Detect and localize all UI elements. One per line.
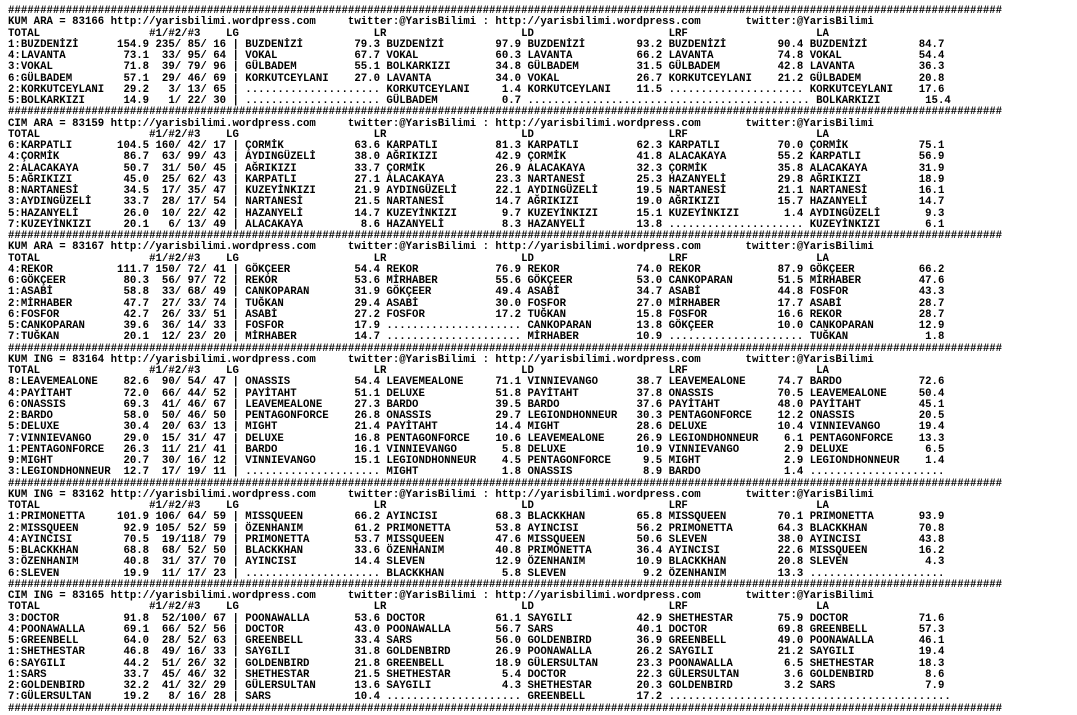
data-row: 3:DOCTOR 91.8 52/100/ 67 | POONAWALLA 53.6 DOCTOR 61.1 SAYGILI 42.9 SHETHESTAR 75.9 DOCTOR 71.6 [8, 612, 945, 625]
data-row: 3:ÖZENHANIM 40.8 31/ 37/ 70 | AYINCISI 14.4 SLEVEN 12.9 ÖZENHANIM 10.9 BLACKKHAN 20.8 SLEVEN 4.3 [8, 556, 945, 569]
separator-line: ########################################################################################################################################################### [8, 578, 1003, 591]
race-statistics-document [8, 5, 1073, 715]
race-header: CIM ARA = 83159 http://yarisbilimi.wordpress.com twitter:@YarisBilimi : http://yarisbilimi.wordpress.com twitter:@YarisBilimi [8, 117, 874, 130]
data-row: 1:PENTAGONFORCE 26.3 11/ 21/ 41 | BARDO 16.1 VINNIEVANGO 5.8 DELUXE 10.9 VINNIEVANGO 2.9 DELUXE 6.5 [8, 443, 945, 456]
separator-line: ########################################################################################################################################################### [8, 5, 1003, 17]
column-header: TOTAL #1/#2/#3 LG LR LD LRF LA [8, 27, 829, 40]
data-row: 6:GÜLBADEM 57.1 29/ 46/ 69 | KORKUTCEYLANI 27.0 LAVANTA 34.0 VOKAL 26.7 KORKUTCEYLANI 21.2 GÜLBADEM 20.8 [8, 72, 945, 85]
data-row: 2:BARDO 58.0 50/ 46/ 50 | PENTAGONFORCE 26.8 ONASSIS 29.7 LEGIONDHONNEUR 30.3 PENTAGONFORCE 12.2 ONASSIS 20.5 [8, 410, 945, 422]
data-row: 4:ÇORMİK 86.7 63/ 99/ 43 | AYDINGÜZELİ 38.0 AĞRIKIZI 42.9 ÇORMİK 41.8 ALACAKAYA 55.2 KARPATLI 56.9 [8, 151, 945, 164]
data-row: 1:BUZDENİZİ 154.9 235/ 85/ 16 | BUZDENİZİ 79.3 BUZDENİZİ 97.9 BUZDENİZİ 93.2 BUZDENİZİ 90.4 BUZDENİZİ 84.7 [8, 38, 945, 51]
column-header: TOTAL #1/#2/#3 LG LR LD LRF LA [8, 128, 829, 141]
data-row: 6:SAYGILI 44.2 51/ 26/ 32 | GOLDENBIRD 21.8 GREENBELL 18.9 GÜLERSULTAN 23.3 POONAWALLA 6.5 SHETHESTAR 18.3 [8, 657, 945, 670]
separator-line: ########################################################################################################################################################### [8, 477, 1003, 490]
data-row: 2:ALACAKAYA 50.7 31/ 50/ 45 | AĞRIKIZI 33.7 ÇORMİK 26.9 ALACAKAYA 32.3 ÇORMİK 35.8 ALACAKAYA 31.9 [8, 162, 945, 175]
data-row: 5:HAZANYELİ 26.0 10/ 22/ 42 | HAZANYELİ 14.7 KUZEYİNKIZI 9.7 KUZEYİNKIZI 15.1 KUZEYİNKIZI 1.4 AYDINGÜZELİ 9.3 [8, 207, 945, 220]
data-row: 1:SARS 33.7 45/ 46/ 32 | SHETHESTAR 21.5 SHETHESTAR 5.4 DOCTOR 22.3 GÜLERSULTAN 3.6 GOLDENBIRD 8.6 [8, 668, 945, 681]
data-row: 7:KUZEYİNKIZI 20.1 6/ 13/ 49 | ALACAKAYA 8.6 HAZANYELİ 8.3 HAZANYELİ 13.8 ..................... KUZEYİNKIZI 6.1 [8, 218, 945, 231]
data-row: 2:KORKUTCEYLANI 29.2 3/ 13/ 65 | ..................... KORKUTCEYLANI 1.4 KORKUTCEYLANI 11.5 ..................... KORKUTCEYLANI 17.6 [8, 83, 945, 96]
separator-line: ########################################################################################################################################################### [8, 106, 1003, 119]
data-row: 2:GOLDENBIRD 32.2 41/ 32/ 29 | GÜLERSULTAN 13.6 SAYGILI 4.3 SHETHESTAR 20.3 GOLDENBIRD 3.2 SARS 7.9 [8, 680, 945, 692]
data-row: 2:MISSQUEEN 92.9 105/ 52/ 59 | ÖZENHANIM 61.2 PRIMONETTA 53.8 AYINCISI 56.2 PRIMONETTA 64.3 BLACKKHAN 70.8 [8, 522, 945, 535]
data-row: 4:REKOR 111.7 150/ 72/ 41 | GÖKÇEER 54.4 REKOR 76.9 REKOR 74.0 REKOR 87.9 GÖKÇEER 66.2 [8, 263, 945, 276]
column-header: TOTAL #1/#2/#3 LG LR LD LRF LA [8, 365, 829, 377]
data-row: 3:AYDINGÜZELİ 33.7 28/ 17/ 54 | NARTANESİ 21.5 NARTANESİ 14.7 AĞRIKIZI 19.0 AĞRIKIZI 15.7 HAZANYELİ 14.7 [8, 196, 945, 209]
separator-line: ########################################################################################################################################################### [8, 230, 1003, 242]
data-row: 7:TUĞKAN 20.1 12/ 23/ 20 | MİRHABER 14.7 ..................... MİRHABER 10.9 ..................... TUĞKAN 1.8 [8, 331, 945, 344]
data-row: 8:LEAVEMEALONE 82.6 90/ 54/ 47 | ONASSIS 54.4 LEAVEMEALONE 71.1 VINNIEVANGO 38.7 LEAVEMEALONE 74.7 BARDO 72.6 [8, 376, 945, 389]
data-row: 2:MİRHABER 47.7 27/ 33/ 74 | TUĞKAN 29.4 ASABİ 30.0 FOSFOR 27.0 MİRHABER 17.7 ASABİ 28.7 [8, 297, 945, 310]
data-row: 8:NARTANESİ 34.5 17/ 35/ 47 | KUZEYİNKIZI 21.9 AYDINGÜZELİ 22.1 AYDINGÜZELİ 19.5 NARTANESİ 21.1 NARTANESİ 16.1 [8, 185, 945, 197]
data-row: 7:VINNIEVANGO 29.0 15/ 31/ 47 | DELUXE 16.8 PENTAGONFORCE 10.6 LEAVEMEALONE 26.9 LEGIONDHONNEUR 6.1 PENTAGONFORCE 13.3 [8, 432, 945, 445]
data-row: 3:LEGIONDHONNEUR 12.7 17/ 19/ 11 | ..................... MIGHT 1.8 ONASSIS 8.9 BARDO 1.4 ..................... [8, 466, 945, 479]
race-header: KUM ARA = 83166 http://yarisbilimi.wordpress.com twitter:@YarisBilimi : http://yarisbilimi.wordpress.com twitter:@YarisBilimi [8, 16, 874, 29]
data-row: 6:FOSFOR 42.7 26/ 33/ 51 | ASABİ 27.2 FOSFOR 17.2 TUĞKAN 15.8 FOSFOR 16.6 REKOR 28.7 [8, 308, 945, 321]
column-header: TOTAL #1/#2/#3 LG LR LD LRF LA [8, 500, 829, 512]
data-row: 6:GÖKÇEER 80.3 56/ 97/ 72 | REKOR 53.6 MİRHABER 55.6 GÖKÇEER 53.0 CANKOPARAN 51.5 MİRHABER 47.6 [8, 275, 945, 287]
data-row: 3:VOKAL 71.8 39/ 79/ 96 | GÜLBADEM 55.1 BOLKARKIZI 34.8 GÜLBADEM 31.5 GÜLBADEM 42.8 LAVANTA 36.3 [8, 61, 945, 74]
data-row: 5:GREENBELL 64.0 28/ 52/ 63 | GREENBELL 33.4 SARS 56.0 GOLDENBIRD 36.9 GREENBELL 49.0 POONAWALLA 46.1 [8, 635, 945, 647]
data-row: 6:SLEVEN 19.9 11/ 17/ 23 | ..................... BLACKKHAN 5.8 SLEVEN 9.2 ÖZENHANIM 13.3 ..................... [8, 567, 945, 580]
column-header: TOTAL #1/#2/#3 LG LR LD LRF LA [8, 252, 829, 265]
data-row: 1:PRIMONETTA 101.9 106/ 64/ 59 | MISSQUEEN 66.2 AYINCISI 68.3 BLACKKHAN 65.8 MISSQUEEN 70.1 PRIMONETTA 93.9 [8, 511, 945, 524]
data-row: 5:BOLKARKIZI 14.9 1/ 22/ 30 | ..................... GÜLBADEM 0.7 ............................................ BOLKARKIZI 15.4 [8, 95, 951, 107]
separator-line: ########################################################################################################################################################### [8, 702, 1003, 715]
column-header: TOTAL #1/#2/#3 LG LR LD LRF LA [8, 601, 829, 614]
data-row: 7:GÜLERSULTAN 19.2 8/ 16/ 28 | SARS 10.4 ..................... GREENBELL 17.2 ............................................ [8, 691, 951, 704]
race-header: KUM ING = 83164 http://yarisbilimi.wordpress.com twitter:@YarisBilimi : http://yarisbilimi.wordpress.com twitter:@YarisBilimi [8, 353, 874, 366]
race-header: KUM ARA = 83167 http://yarisbilimi.wordpress.com twitter:@YarisBilimi : http://yarisbilimi.wordpress.com twitter:@YarisBilimi [8, 241, 874, 254]
race-header: KUM ING = 83162 http://yarisbilimi.wordpress.com twitter:@YarisBilimi : http://yarisbilimi.wordpress.com twitter:@YarisBilimi [8, 488, 874, 501]
data-row: 5:DELUXE 30.4 20/ 63/ 13 | MIGHT 21.4 PAYİTAHT 14.4 MIGHT 28.6 DELUXE 10.4 VINNIEVANGO 19.4 [8, 421, 945, 434]
data-row: 5:BLACKKHAN 68.8 68/ 52/ 50 | BLACKKHAN 33.6 ÖZENHANIM 40.8 PRIMONETTA 36.4 AYINCISI 22.6 MISSQUEEN 16.2 [8, 545, 945, 557]
data-row: 4:AYINCISI 70.5 19/118/ 79 | PRIMONETTA 53.7 MISSQUEEN 47.6 MISSQUEEN 50.6 SLEVEN 38.0 AYINCISI 43.8 [8, 533, 945, 546]
data-row: 9:MIGHT 20.7 30/ 16/ 12 | VINNIEVANGO 15.1 LEGIONDHONNEUR 4.5 PENTAGONFORCE 9.5 MIGHT 2.9 LEGIONDHONNEUR 1.4 [8, 455, 945, 467]
data-row: 6:KARPATLI 104.5 160/ 42/ 17 | ÇORMİK 63.6 KARPATLI 81.3 KARPATLI 62.3 KARPATLI 70.0 ÇORMİK 75.1 [8, 140, 945, 152]
data-row: 4:POONAWALLA 69.1 66/ 52/ 56 | DOCTOR 43.0 POONAWALLA 56.7 SARS 40.1 DOCTOR 69.8 GREENBELL 57.3 [8, 623, 945, 636]
data-row: 5:AĞRIKIZI 45.0 25/ 62/ 43 | KARPATLI 27.1 ALACAKAYA 23.3 NARTANESİ 25.3 HAZANYELİ 29.8 AĞRIKIZI 18.9 [8, 173, 945, 186]
data-row: 1:SHETHESTAR 46.8 49/ 16/ 33 | SAYGILI 31.8 GOLDENBIRD 26.9 POONAWALLA 26.2 SAYGILI 21.2 SAYGILI 19.4 [8, 646, 945, 659]
data-row: 5:CANKOPARAN 39.6 36/ 14/ 33 | FOSFOR 17.9 ..................... CANKOPARAN 13.8 GÖKÇEER 10.0 CANKOPARAN 12.9 [8, 320, 945, 332]
separator-line: ########################################################################################################################################################### [8, 342, 1003, 355]
race-header: CIM ING = 83165 http://yarisbilimi.wordpress.com twitter:@YarisBilimi : http://yarisbilimi.wordpress.com twitter:@YarisBilimi [8, 590, 874, 602]
data-row: 1:ASABİ 58.8 33/ 68/ 49 | CANKOPARAN 31.9 GÖKÇEER 49.4 ASABİ 34.7 ASABİ 44.8 FOSFOR 43.3 [8, 286, 945, 299]
data-row: 6:ONASSIS 69.3 41/ 46/ 67 | LEAVEMEALONE 27.3 BARDO 39.5 BARDO 37.6 PAYİTAHT 48.0 PAYİTAHT 45.1 [8, 398, 945, 411]
data-row: 4:PAYİTAHT 72.0 66/ 44/ 52 | PAYİTAHT 51.1 DELUXE 51.8 PAYİTAHT 37.8 ONASSIS 70.5 LEAVEMEALONE 50.4 [8, 387, 945, 400]
data-row: 4:LAVANTA 73.1 33/ 95/ 64 | VOKAL 67.7 VOKAL 60.3 LAVANTA 66.2 LAVANTA 74.8 VOKAL 54.4 [8, 50, 945, 62]
